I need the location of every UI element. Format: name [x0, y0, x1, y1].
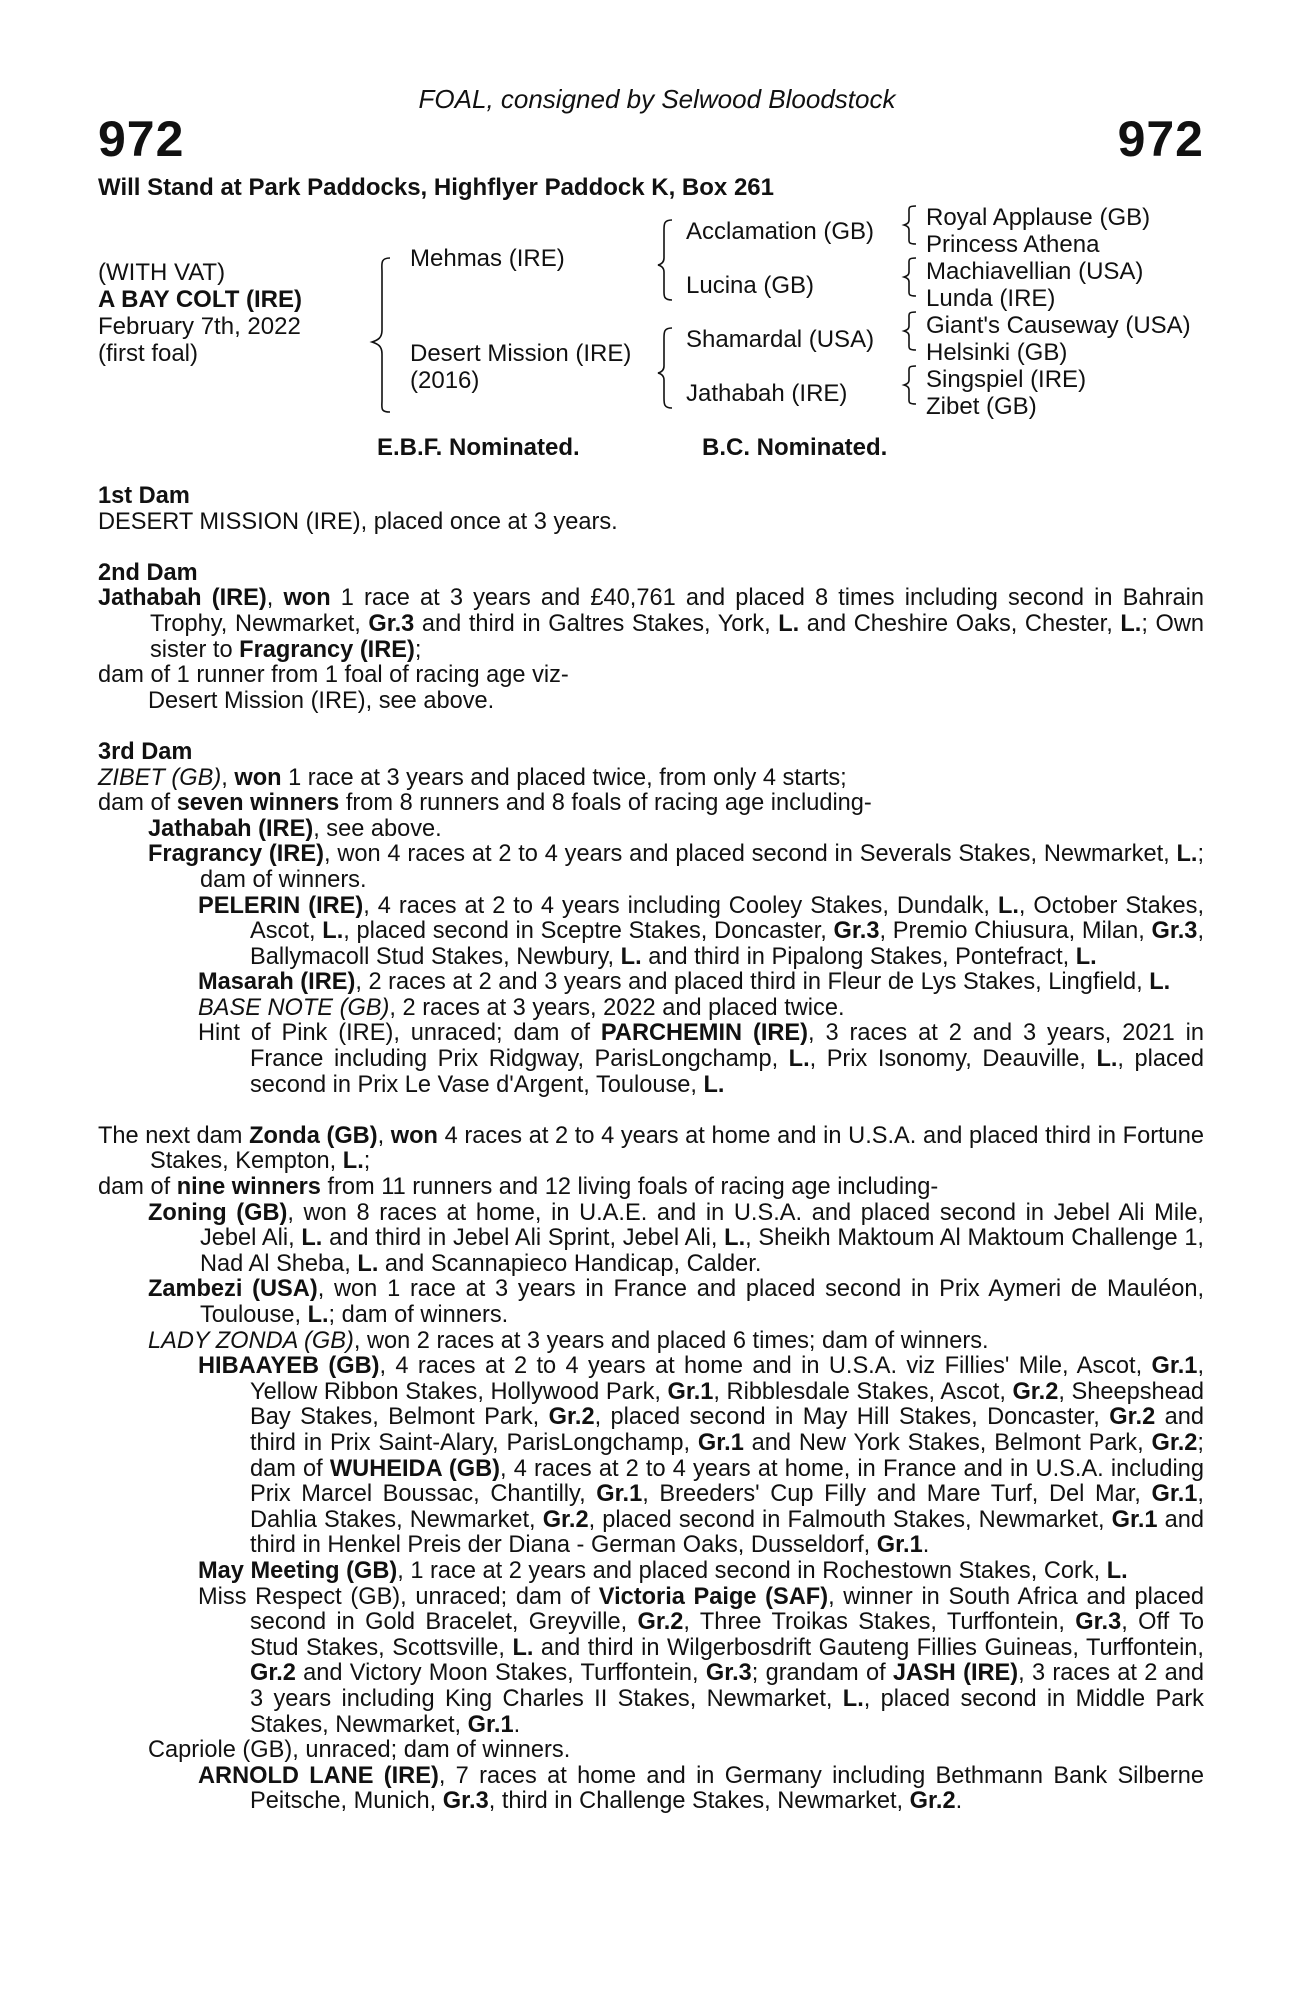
next-text: from 11 runners and 12 living foals of racing age including- [320, 1174, 939, 1201]
sire: Mehmas (IRE) [410, 245, 565, 272]
produce-text: , 2 races at 3 years, 2022 and placed twice. [389, 994, 845, 1021]
produce-text: , October Stakes, Ascot, [250, 892, 1205, 945]
dd-dam: Zibet (GB) [926, 393, 1037, 420]
produce-hibaayeb [98, 1354, 1204, 1559]
produce-text: , Yellow Ribbon Stakes, Hollywood Park, [250, 1353, 1204, 1405]
produce-name: Zoning (GB) [148, 1199, 288, 1226]
produce-name: PARCHEMIN (IRE) [600, 1020, 809, 1047]
grade: Gr.2 [542, 1506, 589, 1533]
listed: L. [1106, 1557, 1128, 1584]
dam3-paragraph: ZIBET (GB), won 1 race at 3 years and placed twice, from only 4 starts; [98, 764, 847, 791]
won-label: won [234, 764, 282, 791]
grade: Gr.3 [1075, 1609, 1122, 1636]
listed: L. [724, 1225, 746, 1252]
dam1-title: 1st Dam [98, 483, 190, 509]
produce-text: , won 8 races at home, in U.A.E. and in U.S.A. and placed second in Jebel Ali Mile, Jebel Ali, [200, 1199, 1204, 1252]
produce-text: and third in Prix Saint-Alary, ParisLongchamp, [250, 1404, 1204, 1456]
ss-dam: Princess Athena [926, 231, 1100, 258]
produce-text: , Three Troikas Stakes, Turffontein, [683, 1609, 1076, 1636]
sd-dam: Lunda (IRE) [926, 285, 1056, 312]
produce-pelerin [98, 894, 1204, 971]
sd-sire: Machiavellian (USA) [926, 258, 1144, 285]
listed: L. [322, 918, 344, 945]
dam3-text: dam of [98, 790, 177, 817]
produce-text: , 3 races at 2 and 3 years, 2021 in France including Prix Ridgway, ParisLongchamp, [250, 1020, 1204, 1073]
dd-sire: Singspiel (IRE) [926, 366, 1087, 393]
produce-may-meeting [98, 1559, 1204, 1585]
next-dam-produce [98, 1175, 1204, 1201]
grade: Gr.3 [1151, 918, 1198, 945]
dam-sire: Shamardal (USA) [686, 326, 875, 353]
produce-text: , Breeders' Cup Filly and Mare Turf, Del Mar, [642, 1481, 1152, 1508]
grade: Gr.1 [667, 1378, 714, 1405]
listed: L. [788, 1046, 810, 1073]
listed: L. [512, 1634, 534, 1661]
produce-name: PELERIN (IRE) [198, 892, 364, 919]
ds-sire: Giant's Causeway (USA) [926, 312, 1191, 339]
produce-text: and third in Pipalong Stakes, Pontefract, [641, 943, 1076, 970]
grade: Gr.2 [909, 1788, 956, 1815]
grade: Gr.3 [705, 1660, 752, 1687]
dam2-produce: dam of 1 runner from 1 foal of racing age viz- [98, 662, 569, 689]
foal-note: (first foal) [98, 340, 199, 367]
dam2-text: and third in Galtres Stakes, York, [414, 610, 779, 637]
grade: Gr.2 [1012, 1378, 1059, 1405]
dam: Desert Mission (IRE) [410, 340, 632, 367]
produce-text: , Premio Chiusura, Milan, [879, 918, 1152, 945]
listed: L. [1075, 943, 1097, 970]
produce-text: and New York Stakes, Belmont Park, [743, 1429, 1152, 1456]
produce-text: , won 2 races at 3 years and placed 6 times; dam of winners. [353, 1327, 989, 1354]
ebf-nomination: E.B.F. Nominated. [377, 434, 580, 461]
produce-capriole: Capriole (GB), unraced; dam of winners. [148, 1737, 571, 1764]
produce-text: , Dahlia Stakes, Newmarket, [250, 1481, 1204, 1533]
produce-text: , third in Challenge Stakes, Newmarket, [488, 1788, 910, 1815]
produce-text: , Ribblesdale Stakes, Ascot, [713, 1378, 1013, 1405]
dam2-foal: Desert Mission (IRE), see above. [148, 687, 495, 714]
next-text: dam of [98, 1174, 177, 1201]
vat-note: (WITH VAT) [98, 259, 226, 286]
listed: L. [1149, 969, 1171, 996]
produce-text: Miss Respect (GB), unraced; dam of [198, 1583, 599, 1610]
produce-text: , 4 races at 2 to 4 years at home and in U.S.A. viz Fillies' Mile, Ascot, [379, 1353, 1152, 1380]
produce-text: and third in Henkel Preis der Diana - German Oaks, Dusseldorf, [250, 1506, 1204, 1559]
bc-nomination: B.C. Nominated. [702, 434, 888, 461]
produce-text: , Sheepshead Bay Stakes, Belmont Park, [250, 1378, 1204, 1431]
produce-text: , Sheikh Maktoum Al Maktoum Challenge 1, Nad Al Sheba, [200, 1225, 1204, 1277]
grade: Gr.1 [876, 1532, 923, 1559]
grade: Gr.1 [467, 1711, 514, 1738]
produce-name: May Meeting (GB) [198, 1557, 398, 1584]
produce-name: HIBAAYEB (GB) [198, 1353, 380, 1380]
grade: Gr.2 [1151, 1429, 1198, 1456]
dam3-produce [98, 791, 1204, 817]
consignment-line: FOAL, consigned by Selwood Bloodstock [418, 84, 896, 114]
produce-text: , Off To Stud Stakes, Scottsville, [250, 1609, 1204, 1661]
produce-text: Hint of Pink (IRE), unraced; dam of [198, 1020, 601, 1047]
produce-name: Fragrancy (IRE) [148, 841, 324, 868]
produce-text: , 1 race at 2 years and placed second in Rochestown Stakes, Cork, [397, 1557, 1107, 1584]
listed: L. [1176, 841, 1198, 868]
produce-text: , 7 races at home and in Germany including Bethmann Bank Silberne Peitsche, Munich, [250, 1762, 1205, 1815]
listed: L. [842, 1685, 864, 1712]
grade: Gr.3 [442, 1788, 489, 1815]
grade: Gr.2 [1109, 1404, 1156, 1431]
produce-name: Zambezi (USA) [148, 1276, 318, 1303]
produce-text: ; dam of winners. [328, 1302, 509, 1328]
listed: L. [620, 943, 642, 970]
dam2-text: 1 race at 3 years and £40,761 and placed 8 times including second in Bahrain Trophy, Newmarket, [150, 585, 1204, 637]
horse-name: A BAY COLT (IRE) [98, 286, 303, 313]
produce-text: , 3 races at 2 and 3 years including King Charles II Stakes, Newmarket, [250, 1660, 1204, 1712]
next-text: ; [363, 1148, 371, 1175]
listed: L. [997, 892, 1019, 919]
produce-text: , won 1 race at 3 years in France and placed second in Prix Aymeri de Mauléon, Toulouse, [200, 1276, 1205, 1328]
next-text: The next dam [98, 1122, 250, 1149]
produce-name: Masarah (IRE) [198, 969, 356, 996]
produce-text: , placed second in May Hill Stakes, Doncaster, [594, 1404, 1110, 1431]
grade: Gr.1 [1151, 1353, 1198, 1380]
produce-name: Jathabah (IRE) [148, 815, 314, 842]
winners-count: nine winners [176, 1174, 321, 1201]
produce-text: , 2 races at 2 and 3 years and placed third in Fleur de Lys Stakes, Lingfield, [355, 969, 1150, 996]
dam3-name: ZIBET (GB) [98, 764, 222, 791]
produce-text: ; dam of [250, 1429, 1204, 1482]
dam3-text: 1 race at 3 years and placed twice, from only 4 starts; [281, 764, 847, 791]
dam2-text: and Cheshire Oaks, Chester, [799, 610, 1121, 637]
produce-name: Victoria Paige (SAF) [598, 1583, 829, 1610]
grade: Gr.1 [596, 1481, 643, 1508]
grade: Gr.1 [1111, 1506, 1158, 1533]
won-label: won [390, 1122, 438, 1149]
grade: Gr.2 [637, 1609, 684, 1636]
grade: Gr.1 [697, 1429, 744, 1456]
produce-name: LADY ZONDA (GB) [148, 1327, 354, 1354]
produce-masarah [98, 970, 1204, 996]
dam2-title: 2nd Dam [98, 559, 198, 586]
sister-name: Fragrancy (IRE) [239, 636, 415, 663]
produce-miss-respect [98, 1585, 1204, 1739]
dam2-text: ; [414, 636, 422, 663]
produce-name: WUHEIDA (GB) [329, 1455, 500, 1482]
next-dam-name: Zonda (GB) [249, 1122, 378, 1149]
produce-text: , 4 races at 2 to 4 years at home, in France and in U.S.A. including Prix Marcel Boussac, Chantilly, [250, 1455, 1205, 1508]
produce-name: JASH (IRE) [892, 1660, 1019, 1687]
dam3-text: from 8 runners and 8 foals of racing age including- [339, 790, 872, 817]
produce-text: . [955, 1788, 963, 1815]
produce-text: , Ballymacoll Stud Stakes, Newbury, [250, 918, 1204, 970]
produce-text: , 4 races at 2 to 4 years including Cooley Stakes, Dundalk, [363, 892, 998, 919]
dam-dam: Jathabah (IRE) [686, 380, 848, 407]
listed: L. [1120, 610, 1142, 637]
produce-jathabah [98, 817, 1204, 843]
produce-text: . [922, 1532, 930, 1559]
produce-base-note [98, 996, 1204, 1022]
produce-text: . [513, 1711, 521, 1738]
listed: L. [703, 1071, 725, 1098]
listed: L. [342, 1148, 364, 1175]
produce-text: and third in Jebel Ali Sprint, Jebel Ali, [322, 1225, 725, 1252]
produce-text: ; dam of winners. [200, 841, 1205, 893]
grade: Gr.1 [1151, 1481, 1198, 1508]
produce-text: and third in Wilgerbosdrift Gauteng Fillies Guineas, Turffontein, [533, 1634, 1204, 1661]
produce-zoning [98, 1201, 1204, 1278]
produce-hint-of-pink [98, 1021, 1204, 1098]
winners-count: seven winners [176, 790, 340, 817]
produce-text: and Victory Moon Stakes, Turffontein, [295, 1660, 706, 1687]
produce-text: , winner in South Africa and placed second in Gold Bracelet, Greyville, [250, 1583, 1205, 1636]
produce-text: , Prix Isonomy, Deauville, [809, 1046, 1097, 1073]
listed: L. [307, 1302, 329, 1328]
ds-dam: Helsinki (GB) [926, 339, 1068, 366]
grade: Gr.3 [833, 918, 880, 945]
produce-text: , placed second in Prix Le Vase d'Argent, Toulouse, [250, 1046, 1204, 1098]
dam-year: (2016) [410, 367, 480, 394]
produce-arnold-lane [98, 1764, 1204, 1815]
ss-sire: Royal Applause (GB) [926, 204, 1151, 231]
listed: L. [357, 1250, 379, 1277]
foaling-date: February 7th, 2022 [98, 313, 301, 340]
catalogue-body [98, 484, 1204, 1815]
sire-dam: Lucina (GB) [686, 272, 815, 299]
sire-sire: Acclamation (GB) [686, 218, 875, 245]
produce-name: BASE NOTE (GB) [198, 994, 390, 1021]
dam2-text: ; Own sister to [150, 610, 1204, 663]
grade: Gr.3 [368, 610, 415, 637]
next-dam-paragraph: The next dam Zonda (GB), won 4 races at 2 to 4 years at home and in U.S.A. and placed third in Fortune Stakes, Kempton, L.; [98, 1122, 1204, 1175]
produce-text: and Scannapieco Handicap, Calder. [378, 1250, 762, 1277]
lot-number-left: 972 [98, 111, 185, 167]
dam3-title: 3rd Dam [98, 738, 193, 765]
grade: Gr.2 [548, 1404, 595, 1431]
listed: L. [1096, 1046, 1118, 1073]
produce-text: , won 4 races at 2 to 4 years and placed second in Severals Stakes, Newmarket, [323, 841, 1177, 868]
lot-number-right: 972 [1117, 111, 1204, 167]
produce-name: ARNOLD LANE (IRE) [198, 1762, 439, 1789]
dam2-paragraph: Jathabah (IRE), won 1 race at 3 years and £40,761 and placed 8 times including second in Bahrain Trophy, Newmarket, Gr.3 and third in Galtres Stakes, York, L. and Cheshire Oaks, Chester, L.; Own sister to Fragrancy (IRE); [98, 585, 1204, 663]
dam2-name: Jathabah (IRE) [98, 585, 267, 612]
produce-text: , placed second in Middle Park Stakes, Newmarket, [250, 1685, 1204, 1738]
produce-text: , see above. [313, 815, 442, 842]
produce-text: ; grandam of [751, 1660, 893, 1687]
won-label: won [283, 585, 331, 612]
listed: L. [778, 610, 800, 637]
listed: L. [301, 1225, 323, 1252]
grade: Gr.2 [250, 1660, 296, 1687]
produce-text: , placed second in Falmouth Stakes, Newmarket, [588, 1506, 1112, 1533]
next-text: 4 races at 2 to 4 years at home and in U.S.A. and placed third in Fortune Stakes, Kempton, [150, 1122, 1204, 1175]
produce-zambezi [98, 1277, 1204, 1328]
produce-lady-zonda [98, 1329, 1204, 1355]
stand-info: Will Stand at Park Paddocks, Highflyer Paddock K, Box 261 [98, 174, 774, 201]
produce-text: , placed second in Sceptre Stakes, Doncaster, [343, 918, 834, 945]
produce-fragrancy [98, 842, 1204, 893]
dam1-text: DESERT MISSION (IRE), placed once at 3 years. [98, 508, 618, 535]
